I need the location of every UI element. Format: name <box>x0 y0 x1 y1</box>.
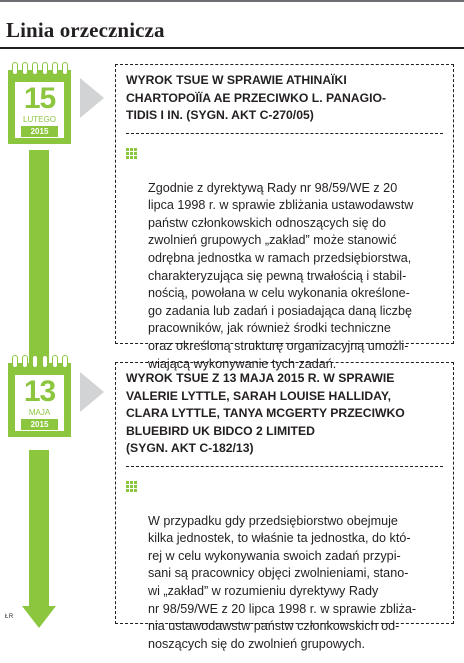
calendar-year: 2015 <box>21 419 58 430</box>
timeline-arrow-icon <box>22 606 56 628</box>
case-body <box>116 134 453 384</box>
calendar-month: LUTEGO <box>15 115 64 125</box>
calendar-day: 13 <box>15 377 64 407</box>
case-box-2 <box>115 362 454 624</box>
author-credit: ŁR <box>5 614 14 620</box>
green-grid-bullet-icon <box>126 148 137 159</box>
pointer-arrow-icon-2 <box>80 372 104 412</box>
title-underline <box>0 47 464 49</box>
timeline-line-upper <box>29 150 49 365</box>
calendar-face <box>15 82 64 138</box>
case-heading: WYROK TSUE Z 13 MAJA 2015 R. W SPRAWIE VALERIE LYTTLE, SARAH LOUISE HALLIDAY, CLARA LYTTLE, TANYA MCGERTY PRZECIWKO BLUEBIRD UK BIDCO 2 LIMITED (SYGN. AKT C-182/13) <box>116 363 453 466</box>
timeline-line-lower <box>29 450 49 610</box>
top-rule <box>0 0 464 2</box>
case-body <box>116 467 453 663</box>
calendar-badge-2 <box>8 355 71 437</box>
calendar-badge-1 <box>8 62 71 144</box>
calendar-month: MAJA <box>15 408 64 418</box>
calendar-rings-icon <box>12 62 68 76</box>
page-title: Linia orzecznicza <box>6 18 165 43</box>
calendar-rings-icon <box>12 355 68 369</box>
case-text: W przypadku gdy przedsiębiorstwo obejmuje kilka jednostek, to właśnie ta jednostka, do któ- rej w celu wykonywania swoich zadań przypi- sani są pracownicy objęci zwolnieniami, stano- wi „zakład” w rozumieniu dyrektywy Rady nr 98/59/WE z 20 lipca 1998 r. w sprawie zbliża- nia ustawodawstw państw członkowskich od- noszących się do zwolnień grupowych. <box>148 514 416 651</box>
calendar-year: 2015 <box>21 126 58 137</box>
case-text: Zgodnie z dyrektywą Rady nr 98/59/WE z 20 lipca 1998 r. w sprawie zbliżania ustawodawstw państw członkowskich odnoszących się do zwolnień grupowych „zakład” może stanowić odrębna jednostka w ramach przedsiębiorstwa, charakteryzująca się pewną trwałością i stabil- nością, powołana w celu wykonania określone- go zadania lub zadań i posiadająca daną liczbę pracowników, jak również środki techniczne oraz określoną strukturę organizacyjną umożli- wiającą wykonywanie tych zadań. <box>148 181 413 371</box>
case-box-1 <box>115 64 454 344</box>
case-heading: WYROK TSUE W SPRAWIE ATHINAÏKI CHARTOPOÏÏA AE PRZECIWKO L. PANAGIO- TIDIS I IN. (SYGN. AKT C-270/05) <box>116 65 453 133</box>
pointer-arrow-icon-1 <box>80 78 104 118</box>
calendar-day: 15 <box>15 84 64 114</box>
green-grid-bullet-icon <box>126 481 137 492</box>
calendar-face <box>15 375 64 431</box>
